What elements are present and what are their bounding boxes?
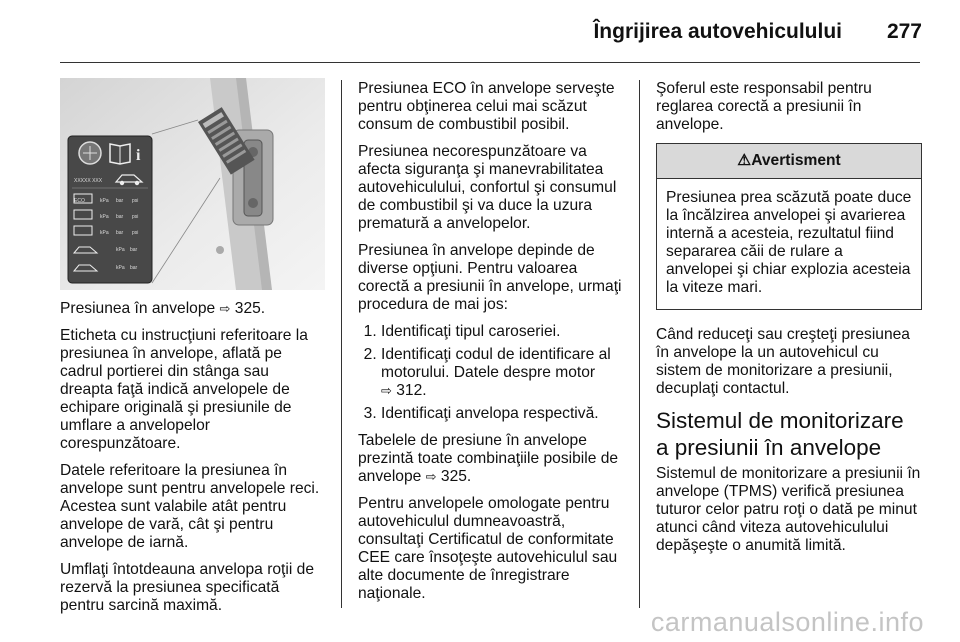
pressure-unit: kPa	[116, 247, 125, 253]
tyre-pressure-label-figure	[60, 78, 325, 290]
pressure-unit: kPa	[116, 265, 125, 271]
page-number: 277	[886, 20, 922, 43]
procedure-list	[358, 323, 624, 423]
paragraph: Datele referitoare la presiunea în anvelope sunt pentru anvelopele reci. Acestea sunt valabile atât pentru anvelope de vară, cât şi pentru anvelope de iarnă.	[60, 462, 320, 551]
paragraph: Tabelele de presiune în anvelope prezintă toate combinaţiile posibile de anvelope ⇨ 325.	[358, 432, 619, 485]
paragraph: Presiunea ECO în anvelope serveşte pentru obţinerea celui mai scăzut consum de combustibil posibil.	[358, 80, 615, 133]
page-reference: 325.	[234, 300, 266, 317]
pressure-unit: psi	[132, 198, 139, 204]
header-rule	[60, 62, 920, 63]
warning-triangle-icon: ⚠	[737, 152, 752, 169]
page-reference-icon: ⇨	[381, 383, 392, 398]
page-reference-icon: ⇨	[219, 301, 231, 316]
paragraph: Umflaţi întotdeauna anvelopa roţii de rezervă la presiunea specificată pentru sarcină maximă.	[60, 561, 314, 614]
page-reference: 325.	[440, 468, 472, 485]
list-item: 3. Identificaţi anvelopa respectivă.	[381, 405, 624, 423]
column-divider	[639, 80, 640, 608]
left-column	[60, 300, 325, 624]
pressure-unit: psi	[132, 230, 139, 236]
paragraph: Eticheta cu instrucţiuni referitoare la presiunea în anvelope, aflată pe cadrul portierei din stânga sau dreapta faţă indică anvelopele de echipare originală şi presiunile de umflare a anvelopelor corespunzătoare.	[60, 327, 308, 452]
pressure-unit: bar	[116, 230, 124, 236]
pressure-unit: bar	[130, 247, 138, 253]
paragraph: Pentru anvelopele omologate pentru autovehiculul dumneavoastră, consultaţi Certificatul de conformitate CEE care însoţeşte autovehiculul sau alte documente de înregistrare naţionale.	[358, 495, 618, 602]
right-column	[656, 80, 922, 564]
warning-title: Avertisment	[751, 152, 841, 169]
paragraph: Sistemul de monitorizare a presiunii în anvelope (TPMS) verifică presiunea tuturor celor patru roţi o dată pe minut atunci când viteza autovehiculului depăşeşte o anumită limită.	[656, 465, 921, 554]
warning-header	[657, 144, 921, 179]
svg-text:ECO: ECO	[74, 198, 85, 204]
svg-text:XXXXX XXX: XXXXX XXX	[74, 178, 103, 184]
paragraph: Presiunea necorespunzătoare va afecta siguranţa şi manevrabilitatea autovehiculului, confortul şi consumul de combustibil şi va duce la uzura prematură a anvelopelor.	[358, 143, 617, 232]
pressure-unit: bar	[130, 265, 138, 271]
page-header	[0, 0, 960, 62]
running-title: Îngrijirea autovehiculului	[593, 20, 842, 43]
page-reference-icon: ⇨	[425, 469, 437, 484]
pressure-unit: psi	[132, 214, 139, 220]
pressure-unit: kPa	[100, 230, 109, 236]
list-item: 1. Identificaţi tipul caroseriei.	[381, 323, 624, 341]
paragraph: Şoferul este responsabil pentru reglarea corectă a presiunii în anvelope.	[656, 80, 872, 133]
svg-text:i: i	[136, 147, 141, 164]
column-divider	[341, 80, 342, 608]
warning-body: Presiunea prea scăzută poate duce la încălzirea anvelopei şi avarierea internă a acesteia, rezultatul fiind separarea căii de rulare a anvelopei şi chiar explozia acesteia la viteze mari.	[666, 189, 912, 296]
paragraph: Când reduceţi sau creşteţi presiunea în anvelope la un autovehicul cu sistem de monitorizare a presiunii, decuplaţi contactul.	[656, 326, 910, 397]
middle-column	[358, 80, 624, 612]
pressure-unit: bar	[116, 198, 124, 204]
watermark: carmanualsonline.info	[650, 607, 924, 637]
list-item: 2. Identificaţi codul de identificare al motorului. Datele despre motor ⇨ 312.	[381, 346, 624, 400]
page-reference: 312.	[396, 382, 427, 399]
pressure-unit: kPa	[100, 198, 109, 204]
pressure-unit: kPa	[100, 214, 109, 220]
section-heading: Sistemul de monitorizare a presiunii în anvelope	[656, 408, 904, 460]
paragraph: Presiunea în anvelope depinde de diverse opţiuni. Pentru valoarea corectă a presiunii în anvelope, urmaţi procedura de mai jos:	[358, 242, 622, 313]
pressure-unit: bar	[116, 214, 124, 220]
warning-box	[656, 143, 922, 310]
figure-caption: Presiunea în anvelope ⇨ 325.	[60, 300, 266, 317]
